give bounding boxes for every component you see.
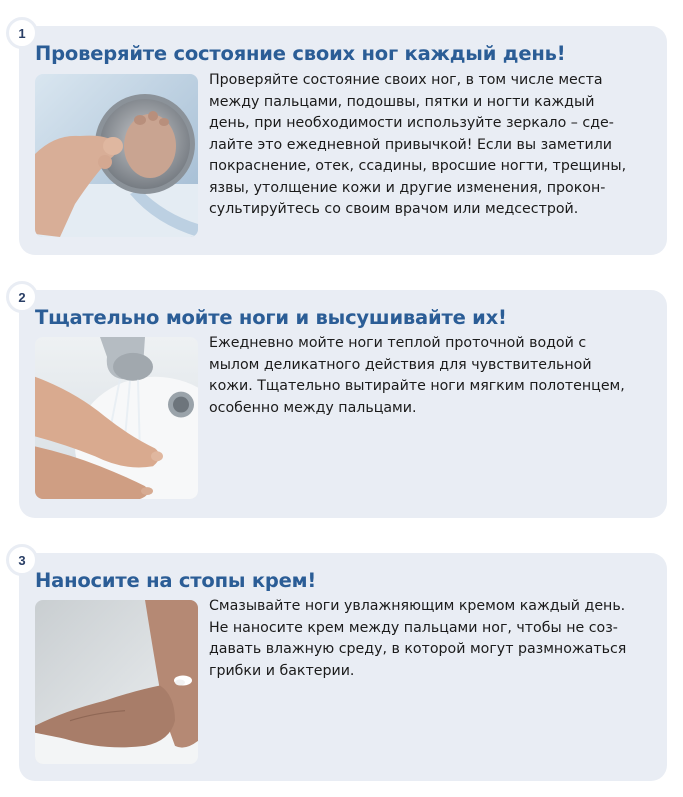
section-description — [209, 333, 657, 419]
section-title: Наносите на стопы крем! — [35, 569, 317, 592]
feet-washing-photo — [35, 337, 198, 499]
text-line: Проверяйте состояние своих ног, в том числе места — [209, 72, 603, 88]
text-line: особенно между пальцами. — [209, 399, 417, 416]
text-line: лайте это ежедневной привычкой! Если вы заметили — [209, 136, 613, 153]
text-line: мылом деликатного действия для чувствительной — [209, 356, 592, 373]
text-line: язвы, утолщение кожи и другие изменения, прокон- — [209, 179, 606, 196]
foot-cream-photo — [35, 600, 198, 764]
text-line: кожи. Тщательно вытирайте ноги мягким полотенцем, — [209, 378, 625, 394]
section-title: Проверяйте состояние своих ног каждый день! — [35, 42, 566, 65]
section-card-2 — [19, 290, 667, 518]
step-number-badge-2: 2 — [6, 281, 38, 313]
text-line: Не наносите крем между пальцами ног, чтобы не соз- — [209, 619, 618, 636]
section-description — [209, 70, 657, 221]
text-line: между пальцами, подошвы, пятки и ногти каждый — [209, 93, 595, 110]
text-line: давать влажную среду, в которой могут размножаться — [209, 641, 627, 657]
text-line: грибки и бактерии. — [209, 662, 355, 679]
text-line: сультируйтесь со своим врачом или медсестрой. — [209, 201, 579, 217]
section-card-3 — [19, 553, 667, 781]
foot-in-mirror-photo — [35, 74, 198, 237]
text-line: день, при необходимости используйте зеркало – сде- — [209, 115, 614, 131]
text-line: покраснение, отек, ссадины, вросшие ногти, трещины, — [209, 158, 627, 174]
step-number-badge-3: 3 — [6, 544, 38, 576]
text-line: Ежедневно мойте ноги теплой проточной водой с — [209, 335, 587, 351]
section-description — [209, 596, 657, 682]
section-card-1 — [19, 26, 667, 255]
text-line: Смазывайте ноги увлажняющим кремом каждый день. — [209, 598, 626, 614]
section-title: Тщательно мойте ноги и высушивайте их! — [35, 306, 507, 329]
step-number-badge-1: 1 — [6, 17, 38, 49]
